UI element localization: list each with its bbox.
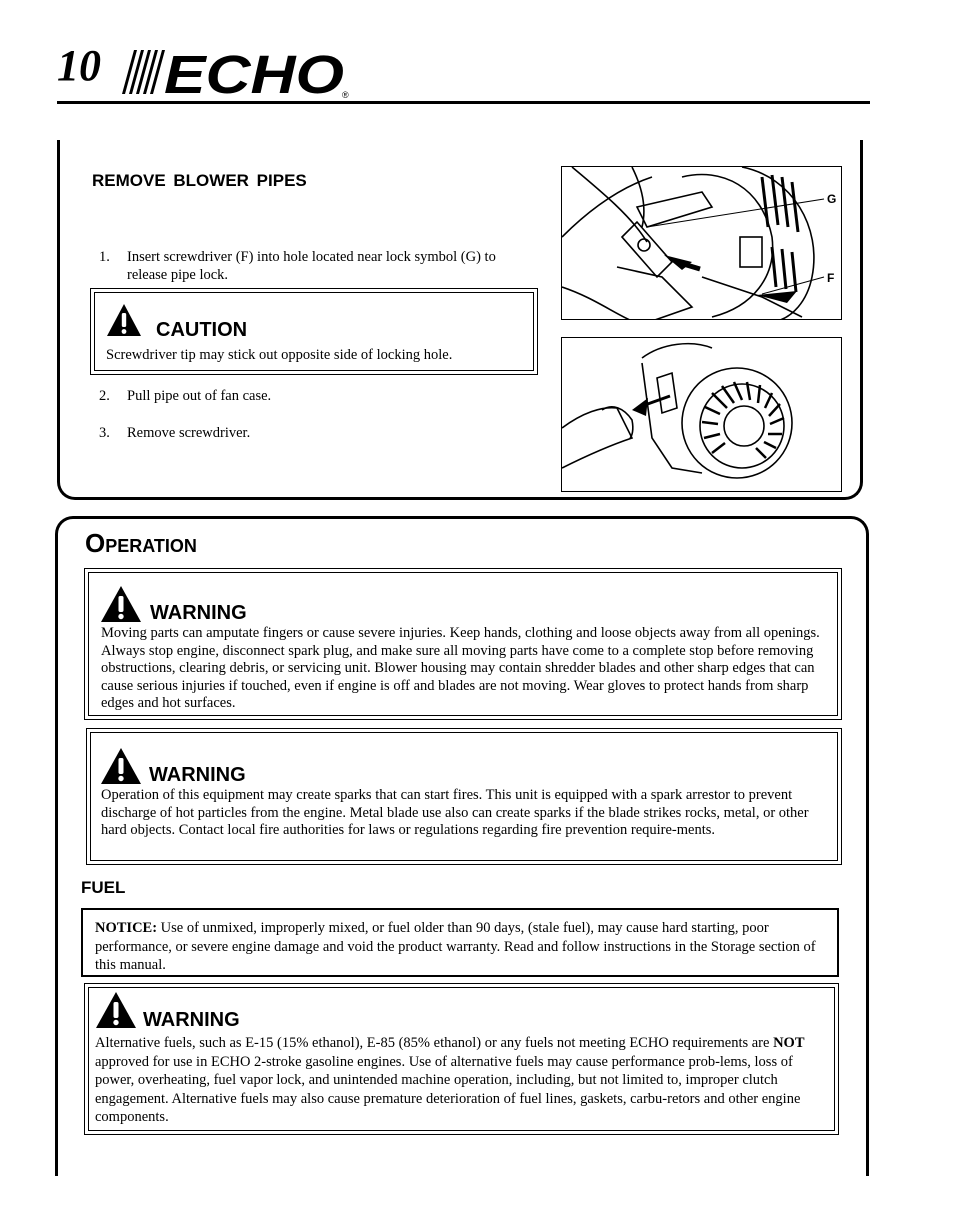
pipe-removal-illustration	[562, 338, 842, 492]
step-3-text: Remove screwdriver.	[127, 425, 251, 441]
step-1	[99, 248, 539, 288]
warning-3-title: WARNING	[143, 1009, 240, 1031]
operation-title-initial: O	[85, 528, 106, 558]
warning-triangle-icon	[100, 585, 142, 623]
echo-logo	[118, 44, 354, 100]
blower-lock-illustration	[562, 167, 842, 320]
operation-title-rest: PERATION	[105, 536, 197, 556]
warning-box-sparks	[86, 728, 842, 865]
caution-triangle-icon	[106, 303, 142, 337]
step-2-text: Pull pipe out of fan case.	[127, 388, 272, 404]
remove-pipes-title: REMOVE BLOWER PIPES	[92, 171, 307, 190]
figure-pipe-lock	[561, 166, 842, 320]
operation-title	[85, 528, 197, 559]
warning-box-fuels	[84, 983, 839, 1135]
warning-2-text: Operation of this equipment may create sparks that can start fires. This unit is equipped with a spark arrestor to prevent discharge of hot particles from the engine. Metal blade use also can create sparks if the blade strikes rocks, metal, or other hard objects. Contact local fire authorities for laws or regulations regarding fire prevention require-ments.	[101, 787, 809, 838]
echo-logo-text: ECHO	[164, 45, 344, 100]
warning-1-title: WARNING	[150, 602, 247, 624]
registered-mark: ®	[342, 90, 349, 100]
warning-3-text-part-1: Alternative fuels, such as E-15 (15% ethanol), E-85 (85% ethanol) or any fuels not meeting ECHO requirements are	[95, 1035, 774, 1051]
notice-box	[81, 908, 839, 977]
figure-pipe-removal	[561, 337, 842, 492]
step-2-number: 2.	[99, 388, 110, 404]
warning-3-not: NOT	[773, 1035, 805, 1051]
step-3	[99, 424, 539, 444]
warning-2-title: WARNING	[149, 764, 246, 786]
warning-triangle-icon	[95, 991, 137, 1029]
fuel-title: FUEL	[81, 878, 126, 897]
figure-label-g: G	[827, 192, 837, 206]
notice-label: NOTICE:	[95, 920, 158, 936]
notice-body: Use of unmixed, improperly mixed, or fuel older than 90 days, (stale fuel), may cause hard starting, poor performance, or severe engine damage and void the product warranty. Read and follow instructions in the Storage section of this manual.	[95, 920, 816, 973]
step-1-number: 1.	[99, 249, 110, 265]
caution-text: Screwdriver tip may stick out opposite side of locking hole.	[106, 347, 453, 363]
figure-label-f: F	[827, 271, 835, 285]
notice-text	[95, 919, 830, 975]
warning-box-moving-parts	[84, 568, 842, 720]
step-3-number: 3.	[99, 425, 110, 441]
step-2	[99, 387, 539, 407]
page-number: 10	[57, 41, 101, 90]
warning-3-text	[95, 1034, 830, 1127]
warning-3-text-part-2: approved for use in ECHO 2-stroke gasoline engines. Use of alternative fuels may cause performance prob-lems, loss of power, overheating, fuel vapor lock, and unintended machine operation, including, but not limited to, improper clutch engagement. Alternative fuels may also cause premature deterioration of fuel lines, gaskets, carbu-retors and other engine components.	[95, 1053, 801, 1125]
header-rule	[57, 101, 870, 104]
caution-box	[90, 288, 538, 375]
step-1-text: Insert screwdriver (F) into hole located near lock symbol (G) to release pipe lock.	[127, 249, 496, 283]
caution-title: CAUTION	[156, 319, 248, 341]
warning-1-text: Moving parts can amputate fingers or cause severe injuries. Keep hands, clothing and loose objects away from all openings. Always stop engine, disconnect spark plug, and make sure all moving parts have come to a complete stop before removing obstructions, clearing debris, or servicing unit. Blower housing may contain shredder blades and other sharp edges that can cause serious injuries if touched, even if engine is off and blades are not moving. Wear gloves to protect hands from sharp edges and hot surfaces.	[101, 625, 820, 711]
warning-triangle-icon	[100, 747, 142, 785]
